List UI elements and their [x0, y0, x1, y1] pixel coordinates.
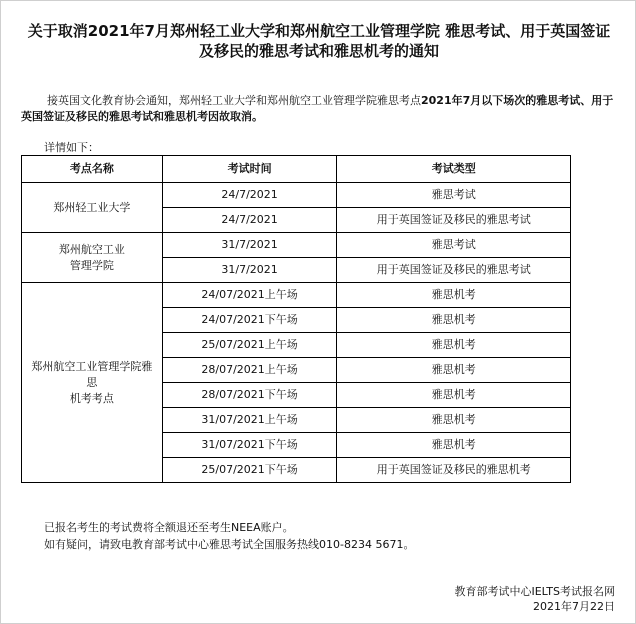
- header-type: 考试类型: [337, 156, 571, 183]
- exam-type-cell: 雅思机考: [337, 358, 571, 383]
- header-venue: 考点名称: [22, 156, 163, 183]
- exam-type-cell: 用于英国签证及移民的雅思考试: [337, 208, 571, 233]
- exam-type-cell: 雅思机考: [337, 283, 571, 308]
- exam-time-cell: 24/07/2021下午场: [162, 308, 337, 333]
- exam-time-cell: 31/07/2021下午场: [162, 433, 337, 458]
- exam-time-cell: 28/07/2021下午场: [162, 383, 337, 408]
- exam-type-cell: 用于英国签证及移民的雅思机考: [337, 458, 571, 483]
- exam-type-cell: 雅思机考: [337, 308, 571, 333]
- notice-title: 关于取消2021年7月郑州轻工业大学和郑州航空工业管理学院 雅思考试、用于英国签证及移民的雅思考试和雅思机考的通知: [27, 22, 611, 60]
- signature-date: 2021年7月22日: [533, 600, 615, 613]
- header-time: 考试时间: [162, 156, 337, 183]
- exam-type-cell: 雅思考试: [337, 183, 571, 208]
- intro-bold-text: 2021年7月以下场次的雅思考试、用于英国签证及移民的雅思考试和雅思机考因故取消。: [21, 94, 614, 123]
- exam-type-cell: 用于英国签证及移民的雅思考试: [337, 258, 571, 283]
- exam-time-cell: 31/7/2021: [162, 233, 337, 258]
- signature-org: 教育部考试中心IELTS考试报名网: [454, 585, 615, 598]
- exam-table: [21, 155, 571, 483]
- exam-time-cell: 31/7/2021: [162, 258, 337, 283]
- exam-time-cell: 25/07/2021下午场: [162, 458, 337, 483]
- table-row: [22, 233, 571, 258]
- table-header-row: [22, 156, 571, 183]
- exam-time-cell: 24/7/2021: [162, 208, 337, 233]
- exam-time-cell: 24/7/2021: [162, 183, 337, 208]
- venue-name-cell: 郑州轻工业大学: [22, 183, 163, 233]
- refund-note: 已报名考生的考试费将全额退还至考生NEEA账户。: [44, 521, 294, 534]
- exam-table-body: [22, 183, 571, 483]
- notice-intro: [21, 93, 621, 125]
- exam-type-cell: 雅思机考: [337, 333, 571, 358]
- exam-time-cell: 25/07/2021上午场: [162, 333, 337, 358]
- exam-time-cell: 24/07/2021上午场: [162, 283, 337, 308]
- table-row: [22, 283, 571, 308]
- exam-time-cell: 31/07/2021上午场: [162, 408, 337, 433]
- table-row: [22, 183, 571, 208]
- venue-name-cell: 郑州航空工业 管理学院: [22, 233, 163, 283]
- exam-time-cell: 28/07/2021上午场: [162, 358, 337, 383]
- exam-type-cell: 雅思考试: [337, 233, 571, 258]
- exam-type-cell: 雅思机考: [337, 433, 571, 458]
- exam-type-cell: 雅思机考: [337, 383, 571, 408]
- hotline-note: 如有疑问，请致电教育部考试中心雅思考试全国服务热线010-8234 5671。: [44, 538, 415, 551]
- signature-block: [454, 584, 615, 614]
- details-label: 详情如下：: [44, 141, 99, 154]
- exam-type-cell: 雅思机考: [337, 408, 571, 433]
- intro-text: 接英国文化教育协会通知，郑州轻工业大学和郑州航空工业管理学院雅思考点: [47, 94, 421, 107]
- venue-name-cell: 郑州航空工业管理学院雅思 机考考点: [22, 283, 163, 483]
